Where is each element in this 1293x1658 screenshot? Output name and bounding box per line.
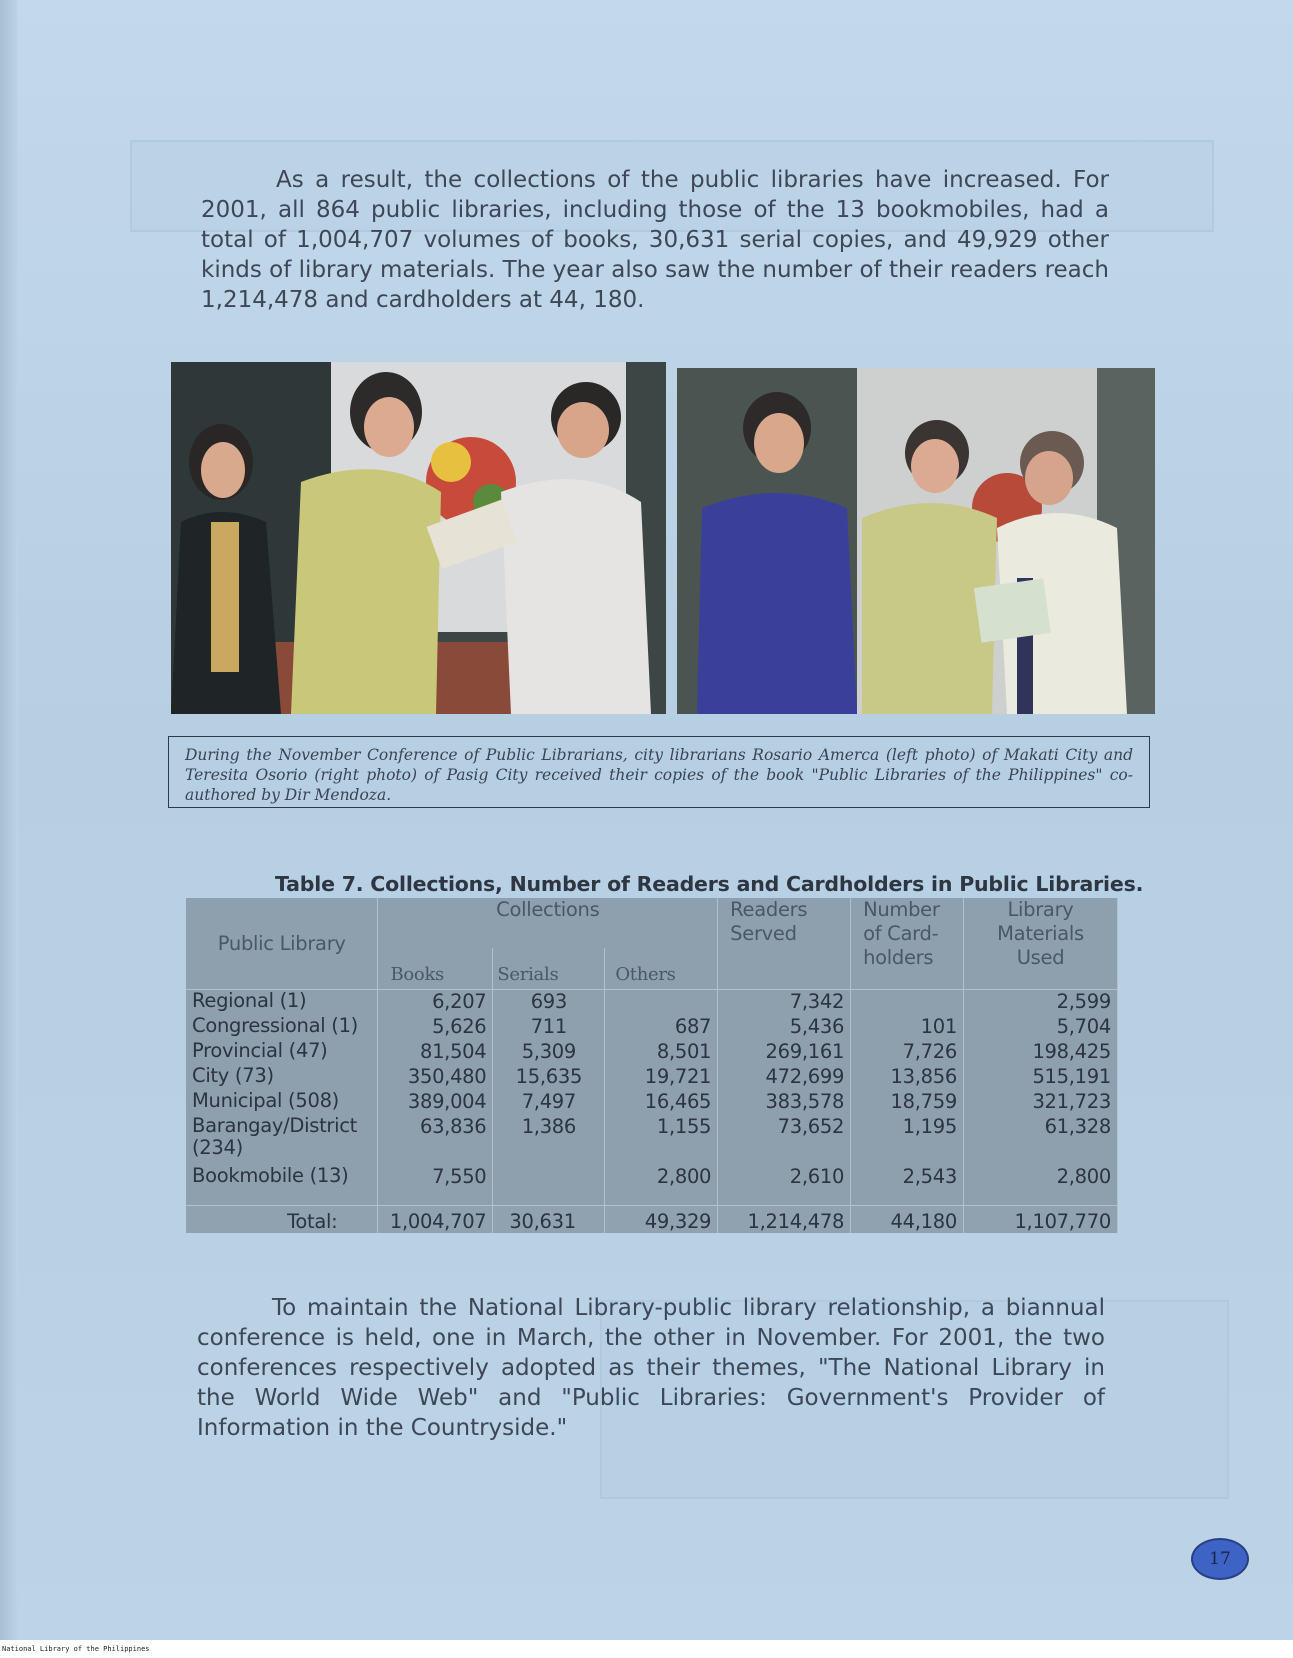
photo-right [677,368,1155,714]
cell-books: 389,004 [378,1090,493,1115]
statistics-table [186,898,1118,1233]
cell-others: 1,155 [605,1115,718,1165]
cell-library: Regional (1) [186,990,378,1016]
cell-others [605,990,718,1016]
cell-cardholders [851,990,964,1016]
cell-library: Congressional (1) [186,1015,378,1040]
cell-used: 2,800 [963,1165,1117,1206]
cell-cardholders: 101 [851,1015,964,1040]
cell-books: 81,504 [378,1040,493,1065]
table-total-row [186,1206,1118,1234]
table-row [186,1015,1118,1040]
header-books: Books [378,948,493,990]
photo-left [171,362,666,714]
header-collections: Collections [378,898,718,948]
cell-library: Municipal (508) [186,1090,378,1115]
cell-books: 63,836 [378,1115,493,1165]
cell-total-used: 1,107,770 [963,1206,1117,1234]
cell-total-books: 1,004,707 [378,1206,493,1234]
intro-paragraph: As a result, the collections of the public libraries have increased. For 2001, all 864 public libraries, including those of the 13 bookmobiles, had a total of 1,004,707 volumes of books, 30,631 serial copies, and 49,929 other kinds of library materials. The year also saw the number of their readers reach 1,214,478 and cardholders at 44, 180. [201,167,1109,313]
closing-paragraph: To maintain the National Library-public library relationship, a biannual conference is held, one in March, the other in November. For 2001, the two conferences respectively adopted as their themes, "The National Library in the World Wide Web" and "Public Libraries: Government's Provider of Information in the Countryside." [197,1295,1105,1441]
cell-books: 6,207 [378,990,493,1016]
cell-serials: 5,309 [493,1040,605,1065]
cell-serials: 1,386 [493,1115,605,1165]
footer-credit: National Library of the Philippines [0,1640,1293,1658]
cell-readers: 383,578 [718,1090,851,1115]
header-materials-used: Library Materials Used [963,898,1117,990]
cell-readers: 7,342 [718,990,851,1016]
cell-serials: 7,497 [493,1090,605,1115]
cell-used: 515,191 [963,1065,1117,1090]
cell-others: 687 [605,1015,718,1040]
cell-library: Bookmobile (13) [186,1165,378,1206]
table-row [186,1040,1118,1065]
cell-readers: 2,610 [718,1165,851,1206]
cell-used: 2,599 [963,990,1117,1016]
cell-serials: 15,635 [493,1065,605,1090]
cell-readers: 73,652 [718,1115,851,1165]
cell-total-readers: 1,214,478 [718,1206,851,1234]
cell-total-label: Total: [186,1206,378,1234]
cell-serials: 711 [493,1015,605,1040]
page-fold-shadow [0,0,18,1640]
cell-readers: 472,699 [718,1065,851,1090]
cell-books: 7,550 [378,1165,493,1206]
cell-cardholders: 2,543 [851,1165,964,1206]
table-row [186,1065,1118,1090]
cell-serials [493,1165,605,1206]
cell-used: 321,723 [963,1090,1117,1115]
cell-others: 16,465 [605,1090,718,1115]
cell-used: 198,425 [963,1040,1117,1065]
header-cardholders: Number of Card-holders [851,898,964,990]
cell-total-others: 49,329 [605,1206,718,1234]
header-readers-served: Readers Served [718,898,851,990]
cell-readers: 269,161 [718,1040,851,1065]
cell-others: 8,501 [605,1040,718,1065]
header-public-library: Public Library [186,898,378,990]
cell-used: 5,704 [963,1015,1117,1040]
cell-books: 5,626 [378,1015,493,1040]
cell-library: Provincial (47) [186,1040,378,1065]
cell-cardholders: 7,726 [851,1040,964,1065]
table-row [186,1115,1118,1165]
table-row [186,1165,1118,1206]
cell-cardholders: 18,759 [851,1090,964,1115]
cell-total-serials: 30,631 [493,1206,605,1234]
header-others: Others [605,948,718,990]
statistics-table-panel [186,898,1118,1233]
cell-library: Barangay/District (234) [186,1115,378,1165]
cell-books: 350,480 [378,1065,493,1090]
cell-cardholders: 13,856 [851,1065,964,1090]
cell-serials: 693 [493,990,605,1016]
table-row [186,1090,1118,1115]
cell-readers: 5,436 [718,1015,851,1040]
cell-others: 19,721 [605,1065,718,1090]
cell-others: 2,800 [605,1165,718,1206]
cell-library: City (73) [186,1065,378,1090]
cell-cardholders: 1,195 [851,1115,964,1165]
cell-total-cardholders: 44,180 [851,1206,964,1234]
cell-used: 61,328 [963,1115,1117,1165]
page-number-badge: 17 [1191,1538,1249,1580]
table-row [186,990,1118,1016]
header-serials: Serials [493,948,605,990]
table-title: Table 7. Collections, Number of Readers and Cardholders in Public Libraries. [275,872,1144,896]
photo-caption: During the November Conference of Public Librarians, city librarians Rosario Amerca (left photo) of Makati City and Teresita Osorio (right photo) of Pasig City received their copies of the book "Public Libraries of the Philippines" co-authored by Dir Mendoza. [168,736,1150,808]
